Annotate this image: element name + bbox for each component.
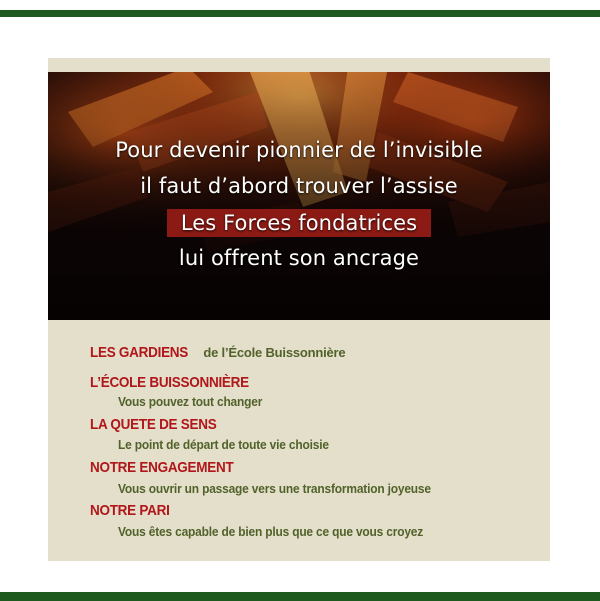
menu-heading[interactable]: NOTRE ENGAGEMENT [90, 459, 234, 476]
hero-line-1: Pour devenir pionnier de l’invisible [115, 138, 483, 162]
hero-banner [48, 72, 550, 320]
menu-heading[interactable]: LES GARDIENS [90, 344, 189, 361]
hero-line-3 [48, 209, 550, 237]
menu-heading[interactable]: L’ÉCOLE BUISSONNIÈRE [90, 374, 249, 391]
menu-subtitle[interactable]: Vous ouvrir un passage vers une transformation joyeuse [118, 481, 431, 496]
menu-item-notre-engagement[interactable] [90, 459, 249, 477]
menu-heading[interactable]: NOTRE PARI [90, 502, 170, 519]
menu-item-ecole-buissonniere[interactable] [90, 374, 267, 392]
hero-line-2: il faut d’abord trouver l’assise [140, 174, 458, 198]
menu-item-les-gardiens[interactable] [90, 344, 345, 362]
top-green-bar [0, 10, 600, 17]
menu-heading-suffix[interactable]: de l’École Buissonnière [203, 345, 346, 360]
menu-item-notre-pari[interactable] [90, 502, 178, 520]
bottom-green-bar [0, 592, 600, 601]
content-card [48, 58, 550, 561]
menu-item-quete-de-sens[interactable] [90, 416, 231, 434]
menu-subtitle[interactable]: Vous êtes capable de bien plus que ce que vous croyez [118, 524, 424, 539]
hero-text [48, 72, 550, 320]
hero-highlight: Les Forces fondatrices [167, 209, 431, 237]
hero-line-4: lui offrent son ancrage [178, 246, 420, 270]
menu-subtitle[interactable]: Vous pouvez tout changer [118, 394, 263, 409]
menu-heading[interactable]: LA QUETE DE SENS [90, 416, 217, 433]
menu-subtitle[interactable]: Le point de départ de toute vie choisie [118, 437, 329, 452]
